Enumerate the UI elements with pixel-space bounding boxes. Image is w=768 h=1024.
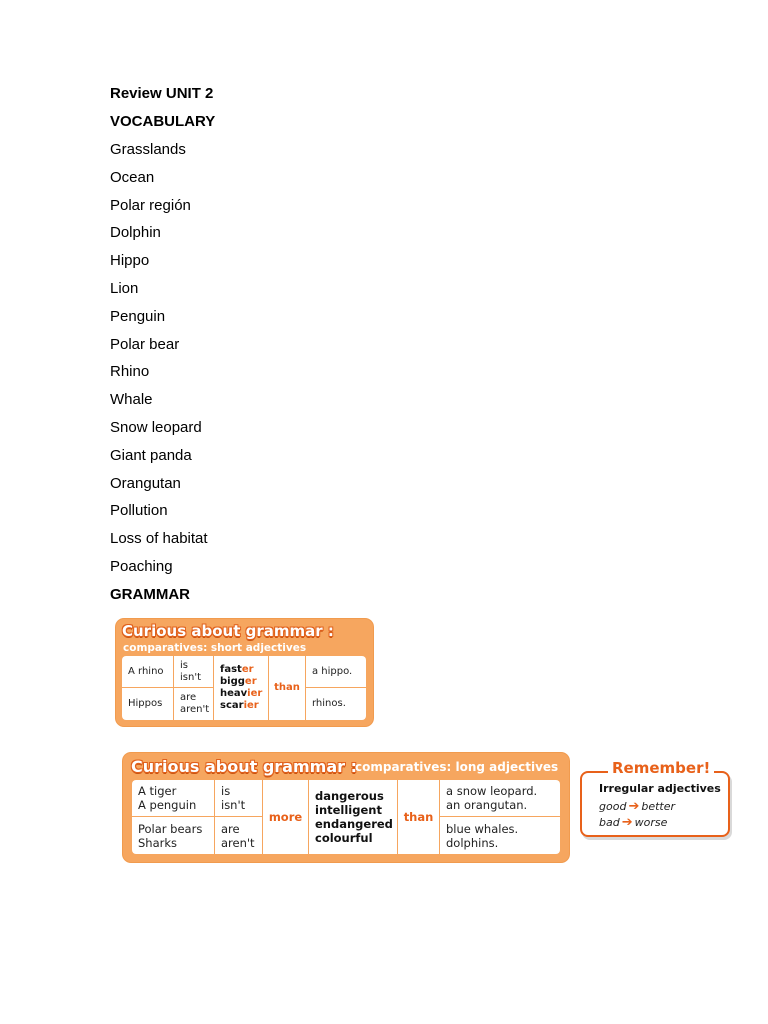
list-item: Hippo (110, 252, 150, 270)
subject-text: A penguin (138, 798, 197, 812)
list-item: Loss of habitat (110, 530, 208, 548)
verb-text: is (221, 784, 231, 798)
verb-text: isn't (180, 671, 201, 683)
list-item: Ocean (110, 168, 155, 186)
subject-cell (132, 780, 215, 817)
object-cell (440, 817, 560, 854)
verb-text: isn't (221, 798, 246, 812)
object-text: dolphins. (446, 835, 499, 850)
list-item: Lion (110, 279, 139, 297)
subject-text: A tiger (138, 784, 177, 798)
base-adjective: good (599, 800, 627, 813)
vocabulary-list (110, 140, 215, 585)
verb-cell (174, 688, 214, 720)
object-text: a snow leopard. (446, 784, 538, 798)
list-item: Polar bear (110, 335, 180, 353)
list-item: Poaching (110, 557, 173, 575)
comparative-adjective: worse (634, 816, 668, 829)
object-cell (306, 656, 366, 688)
remember-box (580, 759, 730, 837)
list-item: Snow leopard (110, 418, 202, 436)
grammar-box-subtitle: comparatives: long adjectives (355, 760, 559, 774)
irregular-pair (599, 815, 667, 830)
document-body (110, 84, 215, 613)
subject-cell (122, 688, 174, 720)
subject-text: Polar bears (138, 821, 203, 836)
list-item: Penguin (110, 307, 166, 325)
remember-title: Remember! (608, 759, 714, 777)
list-item: Polar región (110, 196, 191, 214)
list-item: Giant panda (110, 446, 192, 464)
verb-text: are (221, 821, 240, 836)
arrow-right-icon: ➔ (628, 799, 640, 814)
comparative-adjective: better (641, 800, 676, 813)
grammar-box-title: Curious about grammar : (131, 757, 357, 776)
vocabulary-heading: VOCABULARY (110, 113, 216, 130)
subject-cell (122, 656, 174, 688)
adjective-text: dangerous (315, 789, 384, 803)
verb-cell (215, 780, 263, 817)
subject-text: Hippos (128, 698, 163, 709)
than-cell (398, 780, 440, 854)
adjective-text: bigger (220, 676, 257, 687)
grammar-box-title: Curious about grammar : (122, 622, 334, 640)
list-item: Dolphin (110, 224, 161, 242)
adjective-text: colourful (315, 831, 373, 845)
adjective-text: heavier (220, 688, 263, 699)
base-adjective: bad (599, 816, 620, 829)
verb-text: are (180, 692, 197, 703)
than-text: than (274, 682, 300, 693)
review-title: Review UNIT 2 (110, 85, 214, 102)
adjective-text: endangered (315, 817, 393, 831)
adjective-text: scarier (220, 700, 259, 711)
than-text: than (403, 810, 434, 824)
grammar-box-subtitle: comparatives: short adjectives (123, 642, 307, 654)
object-text: rhinos. (312, 698, 346, 709)
grammar-table (132, 780, 560, 854)
object-text: an orangutan. (446, 798, 528, 812)
irregular-pair (599, 799, 675, 814)
list-item: Orangutan (110, 474, 181, 492)
adjective-text: intelligent (315, 803, 382, 817)
object-cell (306, 688, 366, 720)
list-item: Grasslands (110, 141, 186, 158)
than-cell (269, 656, 306, 720)
grammar-box-short-adjectives (116, 619, 373, 726)
grammar-heading: GRAMMAR (110, 585, 190, 603)
verb-text: aren't (221, 835, 255, 850)
list-item: Whale (110, 391, 153, 409)
subject-text: Sharks (138, 835, 178, 850)
more-cell (263, 780, 309, 854)
verb-cell (174, 656, 214, 688)
object-text: blue whales. (446, 821, 519, 836)
grammar-box-long-adjectives (123, 753, 569, 862)
list-item: Rhino (110, 363, 150, 381)
subject-cell (132, 817, 215, 854)
more-text: more (268, 810, 303, 824)
list-item: Pollution (110, 502, 168, 520)
adjective-cell (309, 780, 398, 854)
grammar-table (122, 656, 366, 720)
verb-text: is (180, 659, 188, 671)
adjective-cell (214, 656, 269, 720)
verb-text: aren't (180, 704, 210, 715)
object-cell (440, 780, 560, 817)
adjective-text: faster (220, 664, 254, 675)
remember-heading: Irregular adjectives (599, 782, 721, 795)
object-text: a hippo. (312, 665, 353, 677)
subject-text: A rhino (128, 665, 164, 677)
arrow-right-icon: ➔ (621, 815, 633, 830)
verb-cell (215, 817, 263, 854)
